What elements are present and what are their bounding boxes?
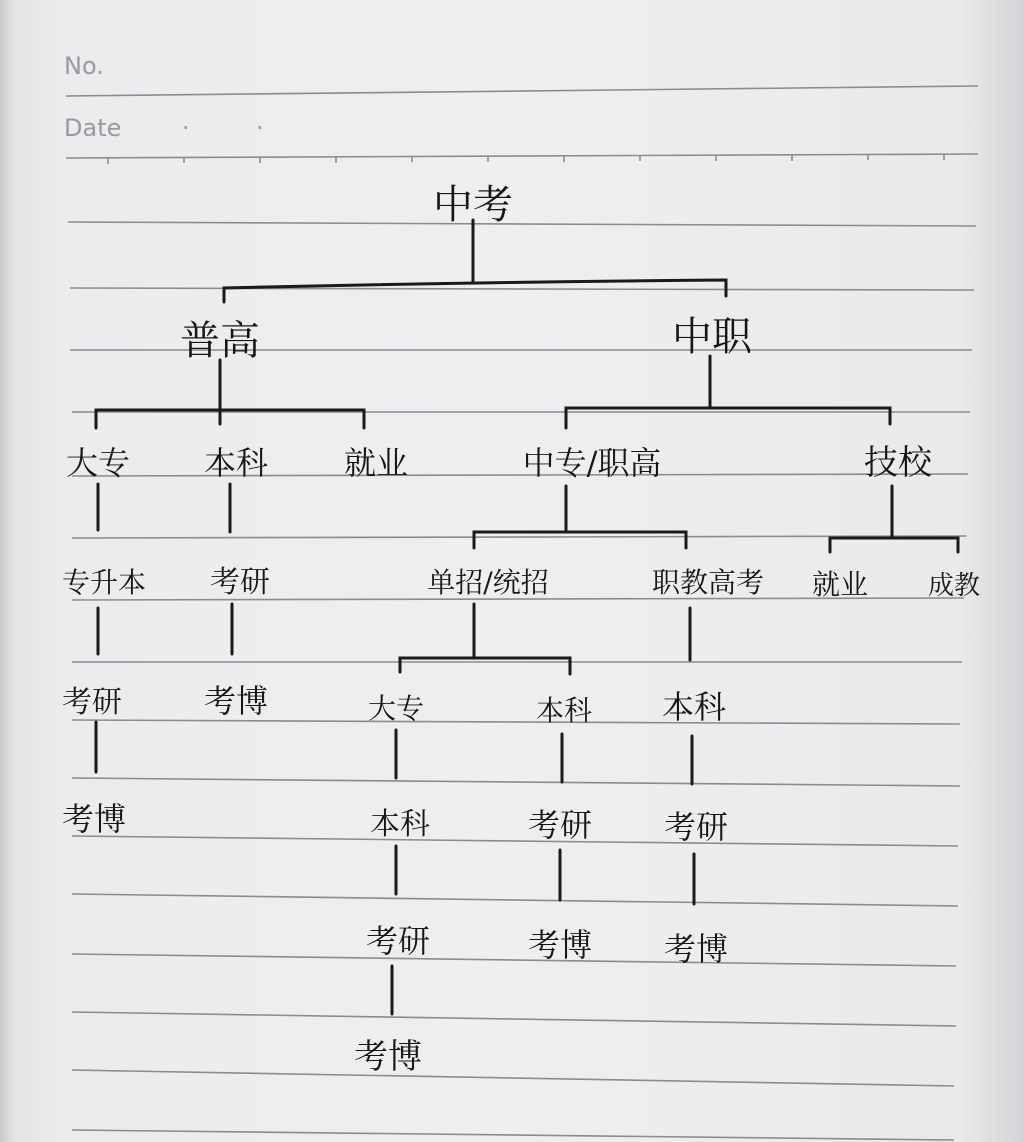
no-label: No. (64, 52, 104, 80)
node-danzhao-benke-kaoyan: 考研 (527, 806, 593, 844)
ruling-line (66, 86, 978, 96)
connector-line (474, 532, 686, 548)
diagram-nodes (62, 182, 980, 1077)
node-danzhao-dazhuan-benke: 本科 (370, 807, 430, 842)
notebook-rulings (66, 86, 981, 1140)
node-dazhuan-kaoyan: 考研 (62, 685, 122, 720)
node-kaoyan: 考研 (210, 565, 270, 600)
node-danzhao-dazhuan-kaobo: 考博 (354, 1037, 422, 1077)
node-jiuye: 就业 (343, 444, 409, 482)
node-zhijiao-kaobo: 考博 (663, 930, 729, 968)
connector-line (400, 658, 570, 674)
node-danzhao-dazhuan: 大专 (367, 692, 425, 725)
node-dazhuan-kaobo: 考博 (61, 800, 127, 838)
connector-line (224, 280, 726, 302)
node-benke: 本科 (203, 444, 269, 482)
node-dazhuan: 大专 (65, 444, 131, 482)
connector-line (566, 408, 890, 428)
node-root: 中考 (433, 182, 513, 228)
node-danzhao-benke: 本科 (535, 694, 593, 727)
ruling-line (72, 1070, 954, 1086)
node-puguo: 普高 (180, 318, 260, 364)
date-label: Date (64, 114, 122, 142)
ruling-line (72, 720, 960, 724)
node-danzhao-benke-kaobo: 考博 (527, 926, 593, 964)
node-zhongzhuan-zhigao: 中专/职高 (522, 444, 662, 482)
date-separator-dot: · (256, 114, 264, 142)
node-jixiao: 技校 (864, 443, 932, 483)
ruling-line (72, 1012, 956, 1026)
ruling-line (66, 154, 978, 158)
ruling-line (72, 954, 956, 966)
node-zhijiao-benke: 本科 (661, 688, 727, 726)
node-zhongzhi: 中职 (672, 314, 752, 360)
node-danzhao-dazhuan-kaoyan: 考研 (365, 922, 431, 960)
connector-line (830, 538, 958, 552)
node-zhijiao-kaoyan: 考研 (663, 808, 729, 846)
node-zhuanshengben: 专升本 (61, 566, 147, 599)
ruling-line (72, 1130, 954, 1140)
ruling-line (72, 836, 958, 846)
ruling-line (72, 778, 960, 786)
node-chengjiao: 成教 (927, 571, 981, 601)
node-zhijiao-gaokao: 职教高考 (651, 566, 765, 599)
ruling-line (68, 222, 976, 226)
ruling-line (70, 288, 974, 290)
date-separator-dot: · (182, 114, 190, 142)
node-jixiao-jiuye: 就业 (811, 568, 869, 601)
node-benke-kaobo: 考博 (203, 682, 269, 720)
ruling-line (72, 894, 958, 906)
node-danzhao-tongzhao: 单招/统招 (427, 566, 549, 599)
